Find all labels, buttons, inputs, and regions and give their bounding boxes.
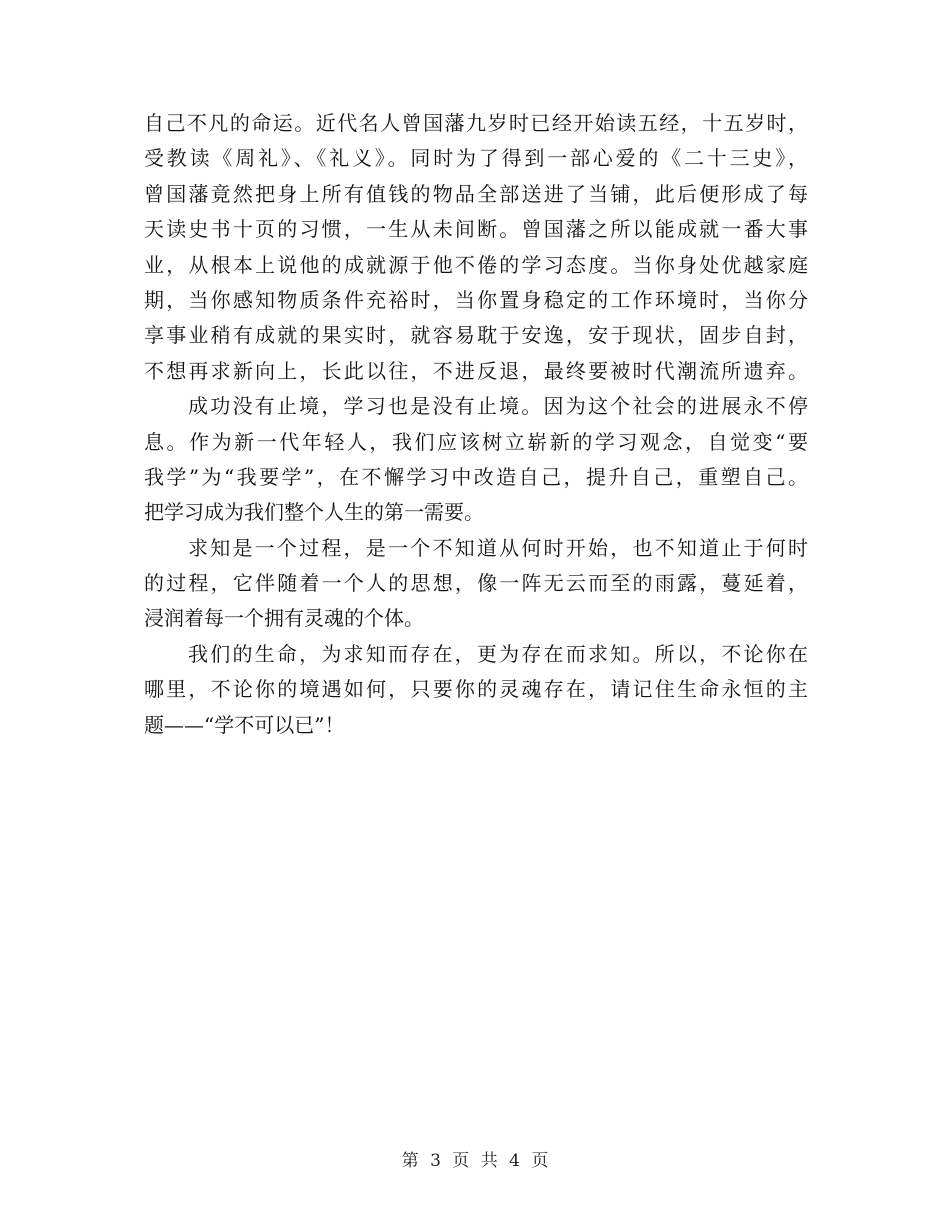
text-line: 期，当你感知物质条件充裕时，当你置身稳定的工作环境时，当你分 (144, 287, 808, 312)
text-line: 成功没有止境，学习也是没有止境。因为这个社会的进展永不停 (188, 394, 808, 419)
text-line: 求知是一个过程，是一个不知道从何时开始，也不知道止于何时 (188, 535, 808, 560)
body-text (144, 106, 808, 743)
text-line: 的过程，它伴随着一个人的思想，像一阵无云而至的雨露，蔓延着， (144, 571, 808, 596)
text-line: 浸润着每一个拥有灵魂的个体。 (144, 606, 424, 631)
text-line: 哪里，不论你的境遇如何，只要你的灵魂存在，请记住生命永恒的主 (144, 677, 808, 702)
text-line: 天读史书十页的习惯，一生从未间断。曾国藩之所以能成就一番大事 (144, 217, 808, 242)
text-line: 我们的生命，为求知而存在，更为存在而求知。所以，不论你在 (188, 641, 808, 666)
text-line: 题——“学不可以已”！ (144, 712, 345, 737)
text-line: 息。作为新一代年轻人，我们应该树立崭新的学习观念，自觉变“要 (144, 429, 808, 454)
text-line: 不想再求新向上，长此以往，不进反退，最终要被时代潮流所遗弃。 (144, 358, 808, 383)
page-number-footer: 第 3 页 共 4 页 (401, 1151, 549, 1171)
text-line: 我学”为“我要学”，在不懈学习中改造自己，提升自己，重塑自己。 (144, 464, 808, 489)
text-line: 业，从根本上说他的成就源于他不倦的学习态度。当你身处优越家庭 (144, 252, 808, 277)
text-line: 自己不凡的命运。近代名人曾国藩九岁时已经开始读五经，十五岁时， (144, 111, 808, 135)
text-line: 享事业稍有成就的果实时，就容易耽于安逸，安于现状，固步自封， (144, 323, 808, 348)
text-line: 受教读《周礼》、《礼义》。同时为了得到一部心爱的《二十三史》， (144, 146, 808, 171)
text-line: 把学习成为我们整个人生的第一需要。 (144, 500, 484, 525)
text-line: 曾国藩竟然把身上所有值钱的物品全部送进了当铺，此后便形成了每 (144, 181, 808, 206)
